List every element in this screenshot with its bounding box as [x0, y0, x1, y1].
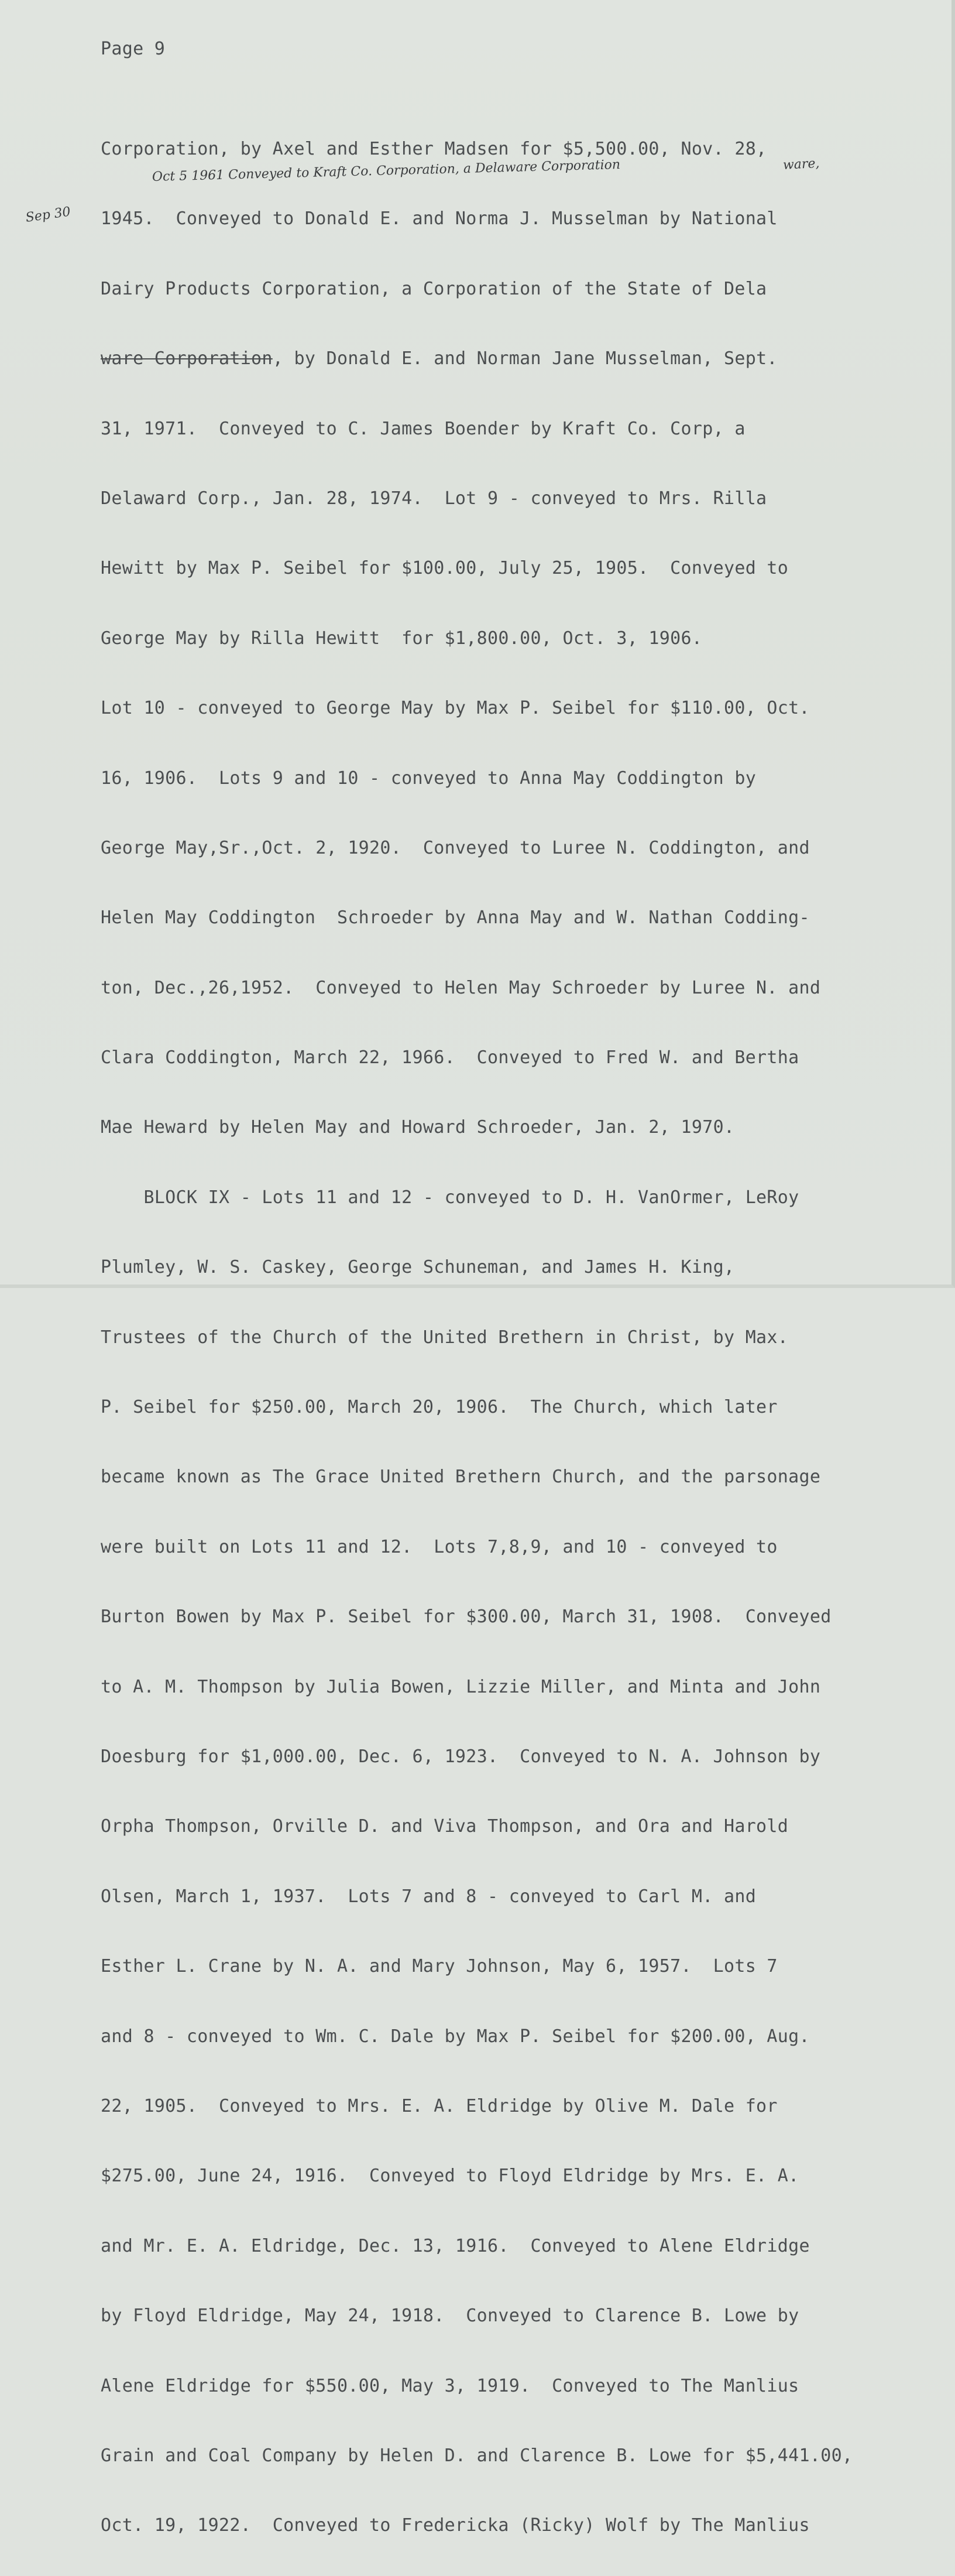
- text-line: George May,Sr.,Oct. 2, 1920. Conveyed to Luree N. Coddington, and: [101, 837, 810, 858]
- text-line: Olsen, March 1, 1937. Lots 7 and 8 - conveyed to Carl M. and: [101, 1886, 757, 1907]
- text-line: Esther L. Crane by N. A. and Mary Johnson, May 6, 1957. Lots 7: [101, 1956, 778, 1977]
- text-line: Grain and Coal Company by Helen D. and Clarence B. Lowe for $5,441.00,: [101, 2445, 853, 2466]
- text-line: Delaward Corp., Jan. 28, 1974. Lot 9 - conveyed to Mrs. Rilla: [101, 488, 767, 509]
- text-line: 22, 1905. Conveyed to Mrs. E. A. Eldridge by Olive M. Dale for: [101, 2095, 778, 2116]
- text-line: Alene Eldridge for $550.00, May 3, 1919. Conveyed to The Manlius: [101, 2375, 799, 2396]
- text-line: Doesburg for $1,000.00, Dec. 6, 1923. Conveyed to N. A. Johnson by: [101, 1746, 821, 1767]
- text-line: Orpha Thompson, Orville D. and Viva Thompson, and Ora and Harold: [101, 1816, 789, 1837]
- paragraph-start-line: BLOCK IX - Lots 11 and 12 - conveyed to D. H. VanOrmer, LeRoy: [101, 1187, 799, 1208]
- struck-text: ware Corporation: [101, 348, 273, 369]
- text-line: Clara Coddington, March 22, 1966. Conveyed to Fred W. and Bertha: [101, 1047, 799, 1068]
- text-line: Corporation, by Axel and Esther Madsen for $5,500.00, Nov. 28,: [101, 139, 767, 159]
- handwritten-margin-note: Sep 30: [25, 204, 72, 225]
- text-line: and Mr. E. A. Eldridge, Dec. 13, 1916. Conveyed to Alene Eldridge: [101, 2235, 810, 2256]
- text-line: ton, Dec.,26,1952. Conveyed to Helen May Schroeder by Luree N. and: [101, 977, 821, 998]
- text-line: 1945. Conveyed to Donald E. and Norma J. Musselman by National: [101, 208, 778, 229]
- text-line: P. Seibel for $250.00, March 20, 1906. The Church, which later: [101, 1397, 778, 1418]
- text-line: Hewitt by Max P. Seibel for $100.00, July 25, 1905. Conveyed to: [101, 558, 789, 579]
- text-line: by Floyd Eldridge, May 24, 1918. Conveyed to Clarence B. Lowe by: [101, 2306, 799, 2327]
- handwritten-interline-note: Oct 5 1961 Conveyed to Kraft Co. Corporation, a Delaware Corporation: [152, 157, 621, 184]
- text-line: Mae Heward by Helen May and Howard Schroeder, Jan. 2, 1970.: [101, 1117, 735, 1138]
- text-line: 31, 1971. Conveyed to C. James Boender by Kraft Co. Corp, a: [101, 418, 746, 439]
- text-line: to A. M. Thompson by Julia Bowen, Lizzie Miller, and Minta and John: [101, 1676, 821, 1697]
- document-body: [101, 94, 896, 2576]
- page-number: Page 9: [101, 39, 166, 59]
- text-line: and 8 - conveyed to Wm. C. Dale by Max P. Seibel for $200.00, Aug.: [101, 2026, 810, 2047]
- text-line: Lot 10 - conveyed to George May by Max P. Seibel for $110.00, Oct.: [101, 698, 810, 719]
- text-line: $275.00, June 24, 1916. Conveyed to Floyd Eldridge by Mrs. E. A.: [101, 2166, 799, 2187]
- handwritten-overwrite: ware,: [782, 156, 820, 173]
- text-line: Trustees of the Church of the United Brethern in Christ, by Max.: [101, 1327, 789, 1348]
- text-line: Burton Bowen by Max P. Seibel for $300.00, March 31, 1908. Conveyed: [101, 1606, 832, 1628]
- text-line: 16, 1906. Lots 9 and 10 - conveyed to Anna May Coddington by: [101, 768, 757, 789]
- text-line: Dairy Products Corporation, a Corporation of the State of Dela: [101, 278, 767, 299]
- text-line: were built on Lots 11 and 12. Lots 7,8,9, and 10 - conveyed to: [101, 1536, 778, 1557]
- text-line-with-strikeout: [101, 344, 896, 373]
- text-line: Oct. 19, 1922. Conveyed to Fredericka (Ricky) Wolf by The Manlius: [101, 2515, 810, 2536]
- text-segment: , by Donald E. and Norman Jane Musselman, Sept.: [272, 348, 778, 369]
- text-line: Helen May Coddington Schroeder by Anna May and W. Nathan Codding-: [101, 907, 810, 929]
- text-line: George May by Rilla Hewitt for $1,800.00, Oct. 3, 1906.: [101, 628, 703, 649]
- text-line: Plumley, W. S. Caskey, George Schuneman, and James H. King,: [101, 1257, 735, 1278]
- text-line: became known as The Grace United Brethern Church, and the parsonage: [101, 1467, 821, 1488]
